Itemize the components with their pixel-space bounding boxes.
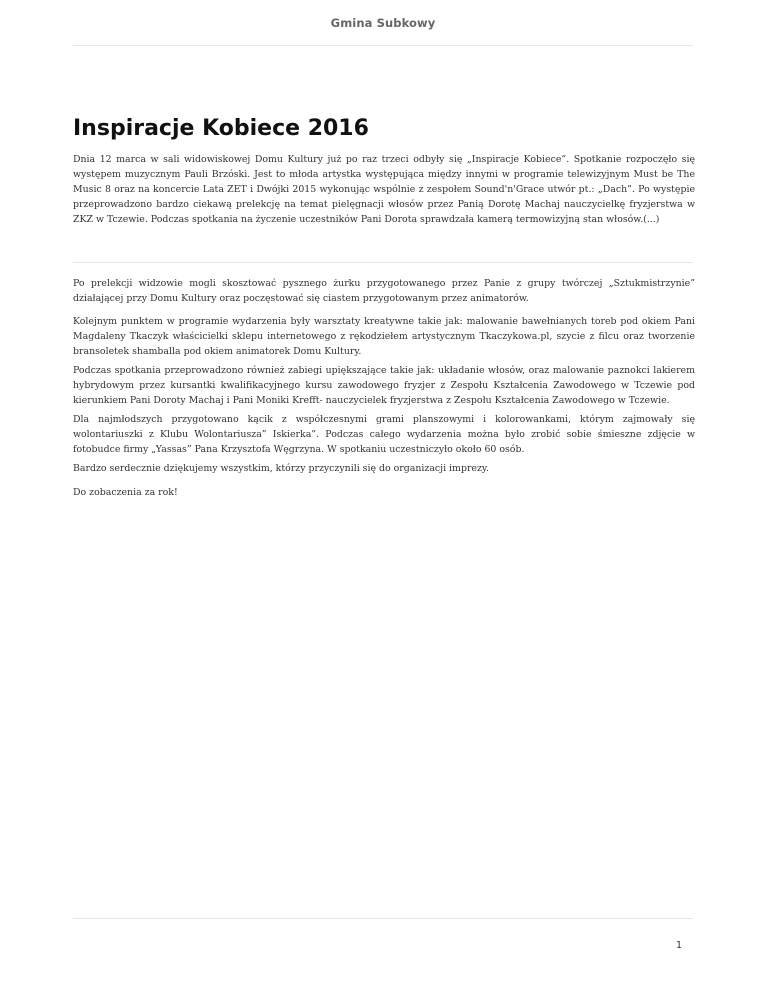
article-paragraph: Podczas spotkania przeprowadzono również zabiegi upiększające takie jak: układanie włosów, oraz malowanie paznokci lakierem hybrydowym przez kursantki kwalifikacyjnego kursu zawodowego fryzjer z Zespołu Kształcenia Zawodowego w Tczewie pod kierunkiem Pani Doroty Machaj i Pani Moniki Krefft- nauczycielek fryzjerstwa z Zespołu Kształcenia Zawodowego w Tczewie. — [73, 365, 695, 406]
article-paragraph: Po prelekcji widzowie mogli skosztować pysznego żurku przygotowanego przez Panie z grupy twórczej „Sztukmistrzynie” działającej przy Domu Kultury oraz poczęstować się ciastem przygotowanym przez animatorów. — [73, 278, 695, 304]
page-number: 1 — [675, 940, 682, 951]
article-paragraph: Dla najmłodszych przygotowano kącik z współczesnymi grami planszowymi i kolorowankami, którym zajmowały się wolontariuszki z Klubu Wolontariusza” Iskierka”. Podczas całego wydarzenia można było zrobić sobie śmieszne zdjęcie w fotobudce firmy „Yassas” Pana Krzysztofa Węgrzyna. W spotkaniu uczestniczyło około 60 osób. — [73, 414, 695, 455]
footer-divider — [73, 918, 693, 919]
site-header — [73, 0, 693, 46]
article-paragraph: Bardzo serdecznie dziękujemy wszystkim, którzy przyczynili się do organizacji imprezy. — [73, 463, 489, 474]
intro-divider — [73, 262, 693, 263]
article-paragraph: Kolejnym punktem w programie wydarzenia były warsztaty kreatywne takie jak: malowanie bawełnianych toreb pod okiem Pani Magdaleny Tkaczyk właścicielki sklepu internetowego z rękodziełem artystycznym Tkaczykowa.pl, szycie z filcu oraz tworzenie bransoletek shamballa pod okiem animatorek Domu Kultury. — [73, 316, 695, 357]
article-paragraph: Do zobaczenia za rok! — [73, 487, 178, 498]
article-title: Inspiracje Kobiece 2016 — [73, 116, 369, 141]
site-name: Gmina Subkowy — [330, 16, 436, 30]
article-intro: Dnia 12 marca w sali widowiskowej Domu Kultury już po raz trzeci odbyły się „Inspiracje Kobiece”. Spotkanie rozpoczęło się występem muzycznym Pauli Brzóski. Jest to młoda artystka występująca między innymi w programie telewizyjnym Must be The Music 8 oraz na koncercie Lata ZET i Dwójki 2015 wykonując wspólnie z zespołem Sound'n'Grace utwór pt.: „Dach”. Po występie przeprowadzono bardzo ciekawą prelekcję na temat pielęgnacji włosów przez Panią Dorotę Machaj nauczycielkę fryzjerstwa w ZKZ w Tczewie. Podczas spotkania na życzenie uczestników Pani Dorota sprawdzała kamerą termowizyjną stan włosów.(...) — [73, 154, 695, 225]
